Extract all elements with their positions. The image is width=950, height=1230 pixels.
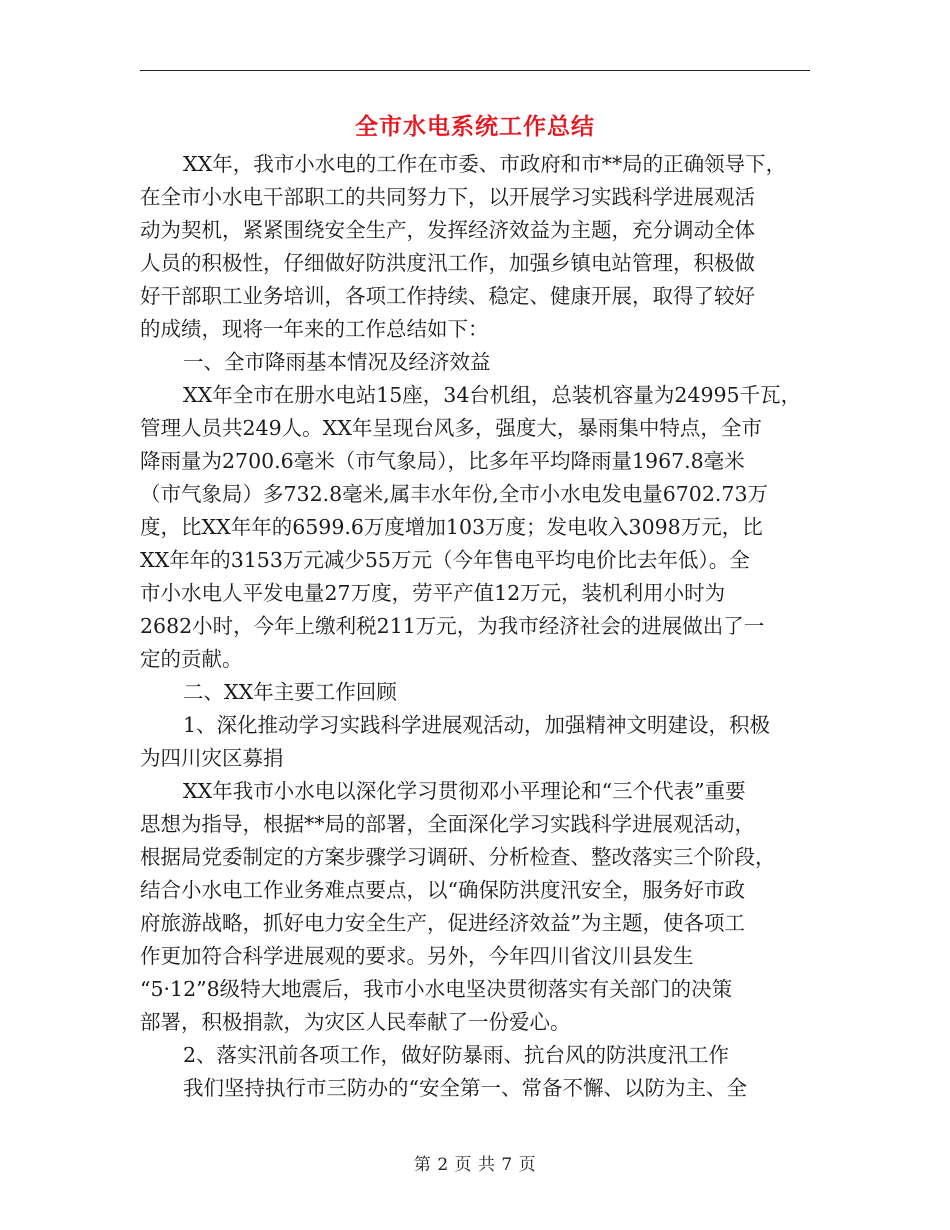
body-line: XX年全市在册水电站15座，34台机组，总装机容量为24995千瓦，: [183, 383, 802, 407]
body-line: （市气象局）多732.8毫米,属丰水年份,全市小水电发电量6702.73万: [140, 482, 768, 506]
body-line: 思想为指导，根据**局的部署，全面深化学习实践科学进展观活动，: [140, 812, 755, 836]
section-heading: 二、XX年主要工作回顾: [183, 680, 397, 704]
section-heading: 一、全市降雨基本情况及经济效益: [183, 350, 491, 374]
body-line: XX年我市小水电以深化学习贯彻邓小平理论和“三个代表”重要: [183, 779, 746, 803]
body-line: XX年年的3153万元减少55万元（今年售电平均电价比去年低）。全: [140, 548, 750, 572]
document-title: 全市水电系统工作总结: [355, 114, 595, 140]
body-line: 度，比XX年年的6599.6万度增加103万度；发电收入3098万元，比: [140, 515, 763, 539]
header-rule: [140, 70, 810, 71]
body-line: 结合小水电工作业务难点要点，以“确保防洪度汛安全，服务好市政: [140, 878, 745, 902]
body-line: 管理人员共249人。XX年呈现台风多，强度大，暴雨集中特点，全市: [140, 416, 762, 440]
body-line: 动为契机，紧紧围绕安全生产，发挥经济效益为主题，充分调动全体: [140, 218, 755, 242]
body-line: 定的贡献。: [140, 647, 243, 671]
page-number: 第 2 页 共 7 页: [413, 1155, 537, 1175]
subsection-heading: 1、深化推动学习实践科学进展观活动，加强精神文明建设，积极: [183, 713, 771, 737]
body-line: 府旅游战略，抓好电力安全生产，促进经济效益”为主题，使各项工: [140, 911, 745, 935]
body-line: 降雨量为2700.6毫米（市气象局），比多年平均降雨量1967.8毫米: [140, 449, 745, 473]
subsection-heading: 2、落实汛前各项工作，做好防暴雨、抗台风的防洪度汛工作: [183, 1043, 730, 1067]
body-line: 人员的积极性，仔细做好防洪度汛工作，加强乡镇电站管理，积极做: [140, 251, 755, 275]
body-line: 我们坚持执行市三防办的“安全第一、常备不懈、以防为主、全: [183, 1076, 747, 1100]
body-line: 在全市小水电干部职工的共同努力下，以开展学习实践科学进展观活: [140, 185, 755, 209]
body-line: 2682小时，今年上缴利税211万元，为我市经济社会的进展做出了一: [140, 614, 765, 638]
body-line: 的成绩，现将一年来的工作总结如下：: [140, 317, 489, 341]
body-line: 市小水电人平发电量27万度，劳平产值12万元，装机利用小时为: [140, 581, 726, 605]
body-line: 好干部职工业务培训，各项工作持续、稳定、健康开展，取得了较好: [140, 284, 755, 308]
body-line: “5·12”8级特大地震后，我市小水电坚决贯彻落实有关部门的决策: [140, 977, 733, 1001]
body-line: 作更加符合科学进展观的要求。另外，今年四川省汶川县发生: [140, 944, 694, 968]
body-line: 部署，积极捐款，为灾区人民奉献了一份爱心。: [140, 1010, 571, 1034]
body-line: XX年，我市小水电的工作在市委、市政府和市**局的正确领导下，: [183, 152, 787, 176]
subsection-heading: 为四川灾区募捐: [140, 746, 284, 770]
body-line: 根据局党委制定的方案步骤学习调研、分析检查、整改落实三个阶段，: [140, 845, 776, 869]
